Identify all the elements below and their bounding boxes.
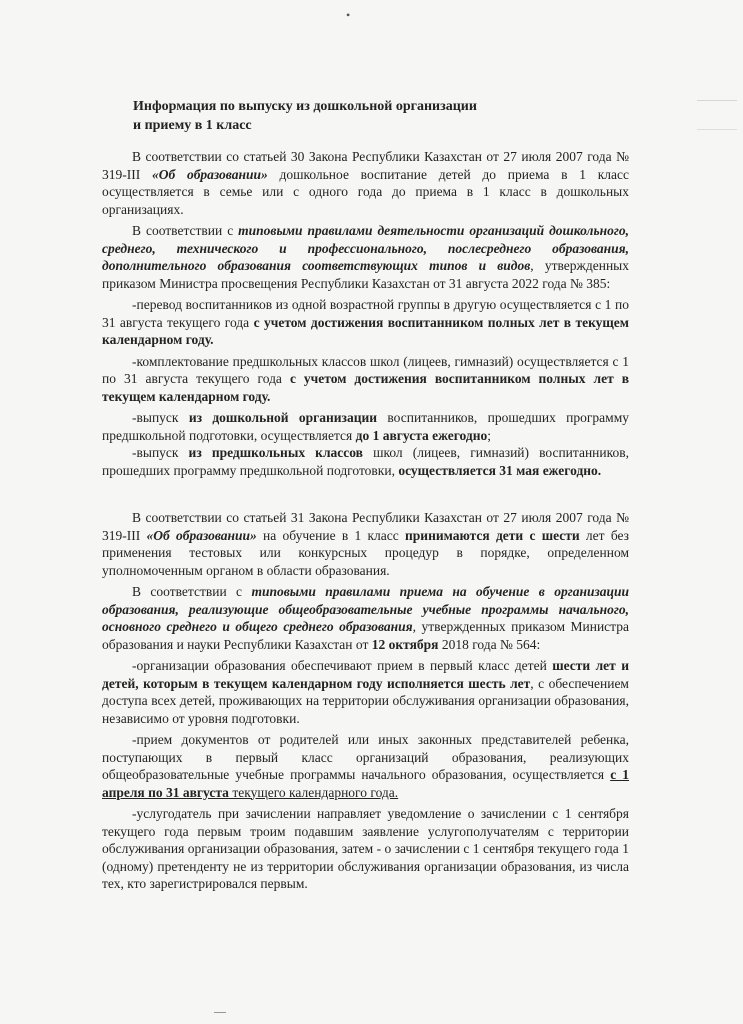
paragraph-6: -выпуск из предшкольных классов школ (лицеев, гимназий) воспитанников, прошедших программу предшкольной подготовки, осуществляется 31 мая ежегодно. xyxy=(102,445,629,478)
document-title xyxy=(133,97,477,135)
paragraph-5: -выпуск из дошкольной организации воспитанников, прошедших программу предшкольной подготовки, осуществляется до 1 августа ежегодно; xyxy=(102,410,629,443)
scan-speck: — xyxy=(214,1004,226,1018)
scan-speck: • xyxy=(346,8,351,22)
paragraph-7: В соответствии со статьей 31 Закона Республики Казахстан от 27 июля 2007 года № 319-III «Об образовании» на обучение в 1 класс принимаются дети с шести лет без применения тестовых или конкурсных процедур в порядке, определенном уполномоченным органом в области образования. xyxy=(102,510,629,578)
paragraph-1: В соответствии со статьей 30 Закона Республики Казахстан от 27 июля 2007 года № 319-III «Об образовании» дошкольное воспитание детей до приема в 1 класс осуществляется в семье или с одного года до приема в 1 класс в дошкольных организациях. xyxy=(102,149,629,217)
title-line-1: Информация по выпуску из дошкольной организации xyxy=(133,99,477,114)
title-line-2: и приему в 1 класс xyxy=(133,118,252,133)
paragraph-4: -комплектование предшкольных классов школ (лицеев, гимназий) осуществляется с 1 по 31 августа текущего года с учетом достижения воспитанником полных лет в текущем календарном году. xyxy=(102,353,629,404)
paragraph-10: -прием документов от родителей или иных законных представителей ребенка, поступающих в первый класс организаций образования, реализующих общеобразовательные учебные программы начального образования, осуществляется с 1 апреля по 31 августа текущего календарного года. xyxy=(102,732,629,800)
paragraph-9: -организации образования обеспечивают прием в первый класс детей шести лет и детей, которым в текущем календарном году исполняется шесть лет, с обеспечением доступа всех детей, проживающих на территории обслуживания организации образования, независимо от уровня подготовки. xyxy=(102,658,629,726)
document-body xyxy=(102,148,629,893)
paragraph-2: В соответствии с типовыми правилами деятельности организаций дошкольного, среднего, технического и профессионального, послесреднего образования, дополнительного образования соответствующих типов и видов, утвержденных приказом Министра просвещения Республики Казахстан от 31 августа 2022 года № 385: xyxy=(102,223,629,291)
paragraph-8: В соответствии с типовыми правилами приема на обучение в организации образования, реализующие общеобразовательные учебные программы начального, основного среднего и общего среднего образования, утвержденных приказом Министра образования и науки Республики Казахстан от 12 октября 2018 года № 564: xyxy=(102,584,629,652)
paragraph-3: -перевод воспитанников из одной возрастной группы в другую осуществляется с 1 по 31 августа текущего года с учетом достижения воспитанником полных лет в текущем календарном году. xyxy=(102,297,629,347)
paragraph-11: -услугодатель при зачислении направляет уведомление о зачислении с 1 сентября текущего года первым троим подавшим заявление услугополучателям с территории обслуживания организации образования, затем - о зачислении с 1 сентября текущего года 1 (одному) претенденту не из территории обслуживания организации образования, из числа тех, кто зарегистрировался первым. xyxy=(102,806,629,891)
bleed-through-lines xyxy=(697,100,737,130)
